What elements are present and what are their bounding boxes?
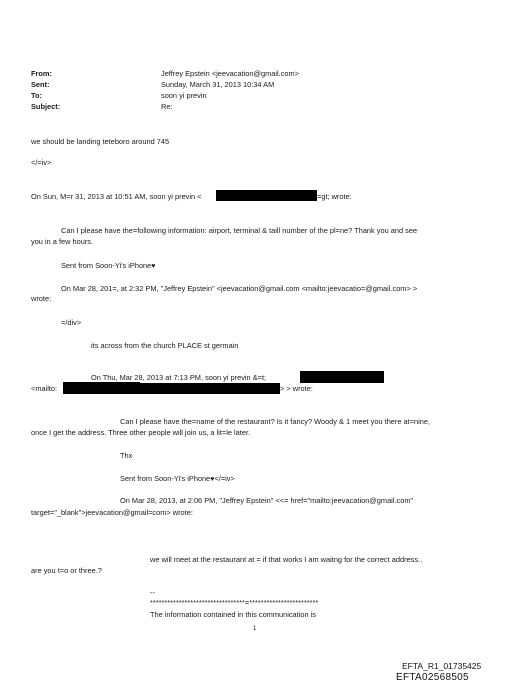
signature-line: [61, 261, 155, 271]
body-line: its across from the church PLACE st germain: [91, 341, 239, 350]
page-number: 1: [253, 626, 257, 632]
body-line: The information contained in this communication is: [150, 610, 316, 619]
sent-value: Sunday, March 31, 2013 10:34 AM: [161, 80, 275, 89]
body-line: Can I please have the=name of the restaurant? Is it fancy? Woody & 1 meet you there at=nine,: [120, 417, 431, 426]
quoted-header: wrote:: [31, 294, 52, 303]
body-line: Thx: [120, 451, 133, 460]
redaction-block: [63, 382, 140, 394]
heart-icon: ♥: [151, 263, 156, 270]
body-line: we will meet at the restaurant at = if that works I am waitng for the correct address..: [150, 555, 423, 564]
heart-icon: ♥: [210, 476, 215, 483]
body-line: are you t=o or three.?: [31, 566, 102, 575]
separator-line: *********************************=************************: [150, 598, 319, 607]
sent-label: Sent:: [31, 80, 50, 89]
to-value: soon yi previn: [161, 91, 207, 100]
subject-value: Re:: [161, 102, 173, 111]
body-line: =/div>: [61, 318, 82, 327]
signature-line: [120, 474, 235, 484]
quoted-header: On Thu, Mar 28, 2013 at 7:13 PM, soon yi previn &=t;: [91, 373, 267, 382]
quoted-header-end: =gt; wrote:: [317, 192, 352, 201]
subject-label: Subject:: [31, 102, 61, 111]
signature-text: Sent from Soon-Yi's iPhone: [61, 261, 152, 270]
quoted-header: On Sun, M=r 31, 2013 at 10:51 AM, soon yi previn <: [31, 192, 202, 201]
to-label: To:: [31, 91, 42, 100]
body-line: --: [150, 588, 155, 597]
quoted-header: On Mar 28, 2013, at 2:06 PM, "Jeffrey Epstein" <<= href="mailto:jeevacation@gmail.com": [120, 496, 414, 505]
body-line: Can I please have the=following information: airport, terminal & taill number of the pl=ne? Thank you and see: [61, 226, 418, 235]
redaction-block: [216, 190, 317, 201]
body-fragment: </=iv>: [214, 474, 235, 483]
quoted-header: On Mar 28, 201=, at 2:32 PM, "Jeffrey Epstein" <jeevacation@gmail.com <mailto:jeevacatio=@gmail.com> >: [61, 284, 418, 293]
quoted-header: <mailto:: [31, 384, 58, 393]
bates-number-secondary: EFTA02568505: [396, 672, 469, 683]
redaction-block: [140, 383, 280, 394]
body-line: </=iv>: [31, 158, 52, 167]
quoted-header-end: > > wrote:: [280, 384, 313, 393]
from-value: Jeffrey Epstein <jeevacation@gmail.com>: [161, 69, 300, 78]
quoted-header: target="_blank">jeevacation@gmail=com> wrote:: [31, 508, 193, 517]
signature-text: Sent from Soon-Yi's iPhone: [120, 474, 211, 483]
bates-number-primary: EFTA_R1_01735425: [402, 661, 482, 671]
body-line: once I get the address. Three other people will join us, a lit=le later.: [31, 428, 251, 437]
body-line: we should be landing teteboro around 745: [31, 137, 170, 146]
from-label: From:: [31, 69, 52, 78]
body-line: you in a few hours.: [31, 237, 94, 246]
redaction-block: [300, 371, 384, 383]
